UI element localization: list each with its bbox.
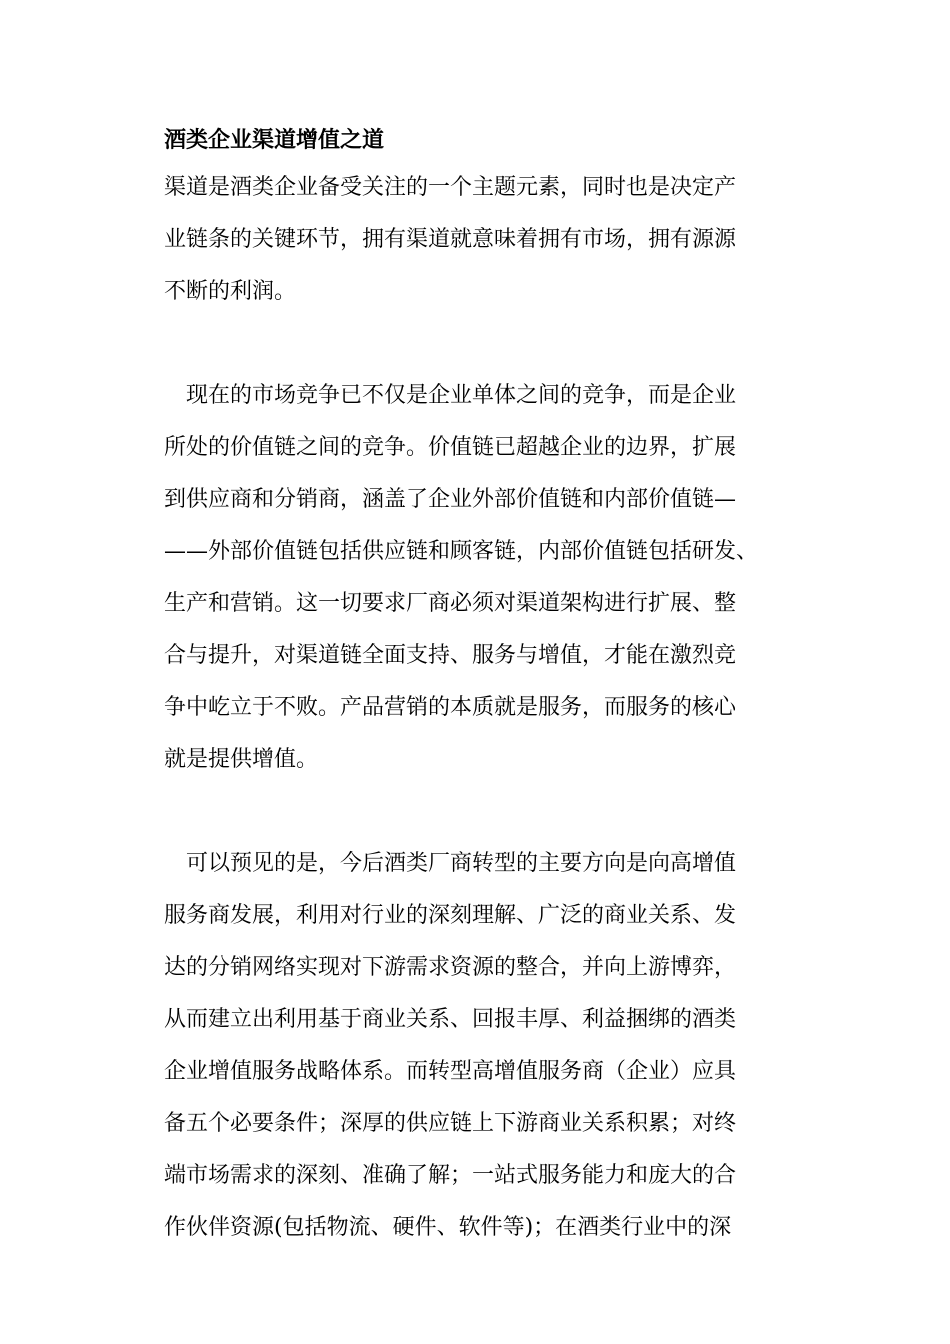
document-body: [164, 120, 814, 1254]
text-line: 从而建立出利用基于商业关系、回报丰厚、利益捆绑的酒类: [164, 1007, 737, 1032]
text-line: 端市场需求的深刻、准确了解；一站式服务能力和庞大的合: [164, 1163, 737, 1188]
paragraph-3: [164, 838, 814, 1254]
text-line: 争中屹立于不败。产品营销的本质就是服务，而服务的核心: [164, 695, 737, 720]
text-line: 渠道是酒类企业备受关注的一个主题元素，同时也是决定产: [164, 175, 737, 200]
text-line: 服务商发展，利用对行业的深刻理解、广泛的商业关系、发: [164, 903, 737, 928]
text-line: 企业增值服务战略体系。而转型高增值服务商（企业）应具: [164, 1059, 737, 1084]
text-line: 所处的价值链之间的竞争。价值链已超越企业的边界，扩展: [164, 435, 737, 460]
text-line: 备五个必要条件；深厚的供应链上下游商业关系积累；对终: [164, 1111, 737, 1136]
text-line: 达的分销网络实现对下游需求资源的整合，并向上游博弈，: [164, 955, 737, 980]
text-line: 就是提供增值。: [164, 747, 319, 772]
document-title: 酒类企业渠道增值之道: [164, 127, 385, 153]
text-line: 现在的市场竞争已不仅是企业单体之间的竞争，而是企业: [164, 383, 737, 408]
text-line: 生产和营销。这一切要求厂商必须对渠道架构进行扩展、整: [164, 591, 737, 616]
paragraph-2: [164, 370, 814, 786]
text-line: 业链条的关键环节，拥有渠道就意味着拥有市场，拥有源源: [164, 227, 737, 252]
text-line: 到供应商和分销商，涵盖了企业外部价值链和内部价值链—: [164, 487, 737, 512]
paragraph-1: [164, 162, 814, 318]
text-line: ——外部价值链包括供应链和顾客链，内部价值链包括研发、: [164, 539, 759, 564]
text-line: 合与提升，对渠道链全面支持、服务与增值，才能在激烈竞: [164, 643, 737, 668]
text-line: 可以预见的是，今后酒类厂商转型的主要方向是向高增值: [164, 851, 737, 876]
text-line: 作伙伴资源(包括物流、硬件、软件等)；在酒类行业中的深: [164, 1215, 732, 1240]
text-line: 不断的利润。: [164, 279, 297, 304]
